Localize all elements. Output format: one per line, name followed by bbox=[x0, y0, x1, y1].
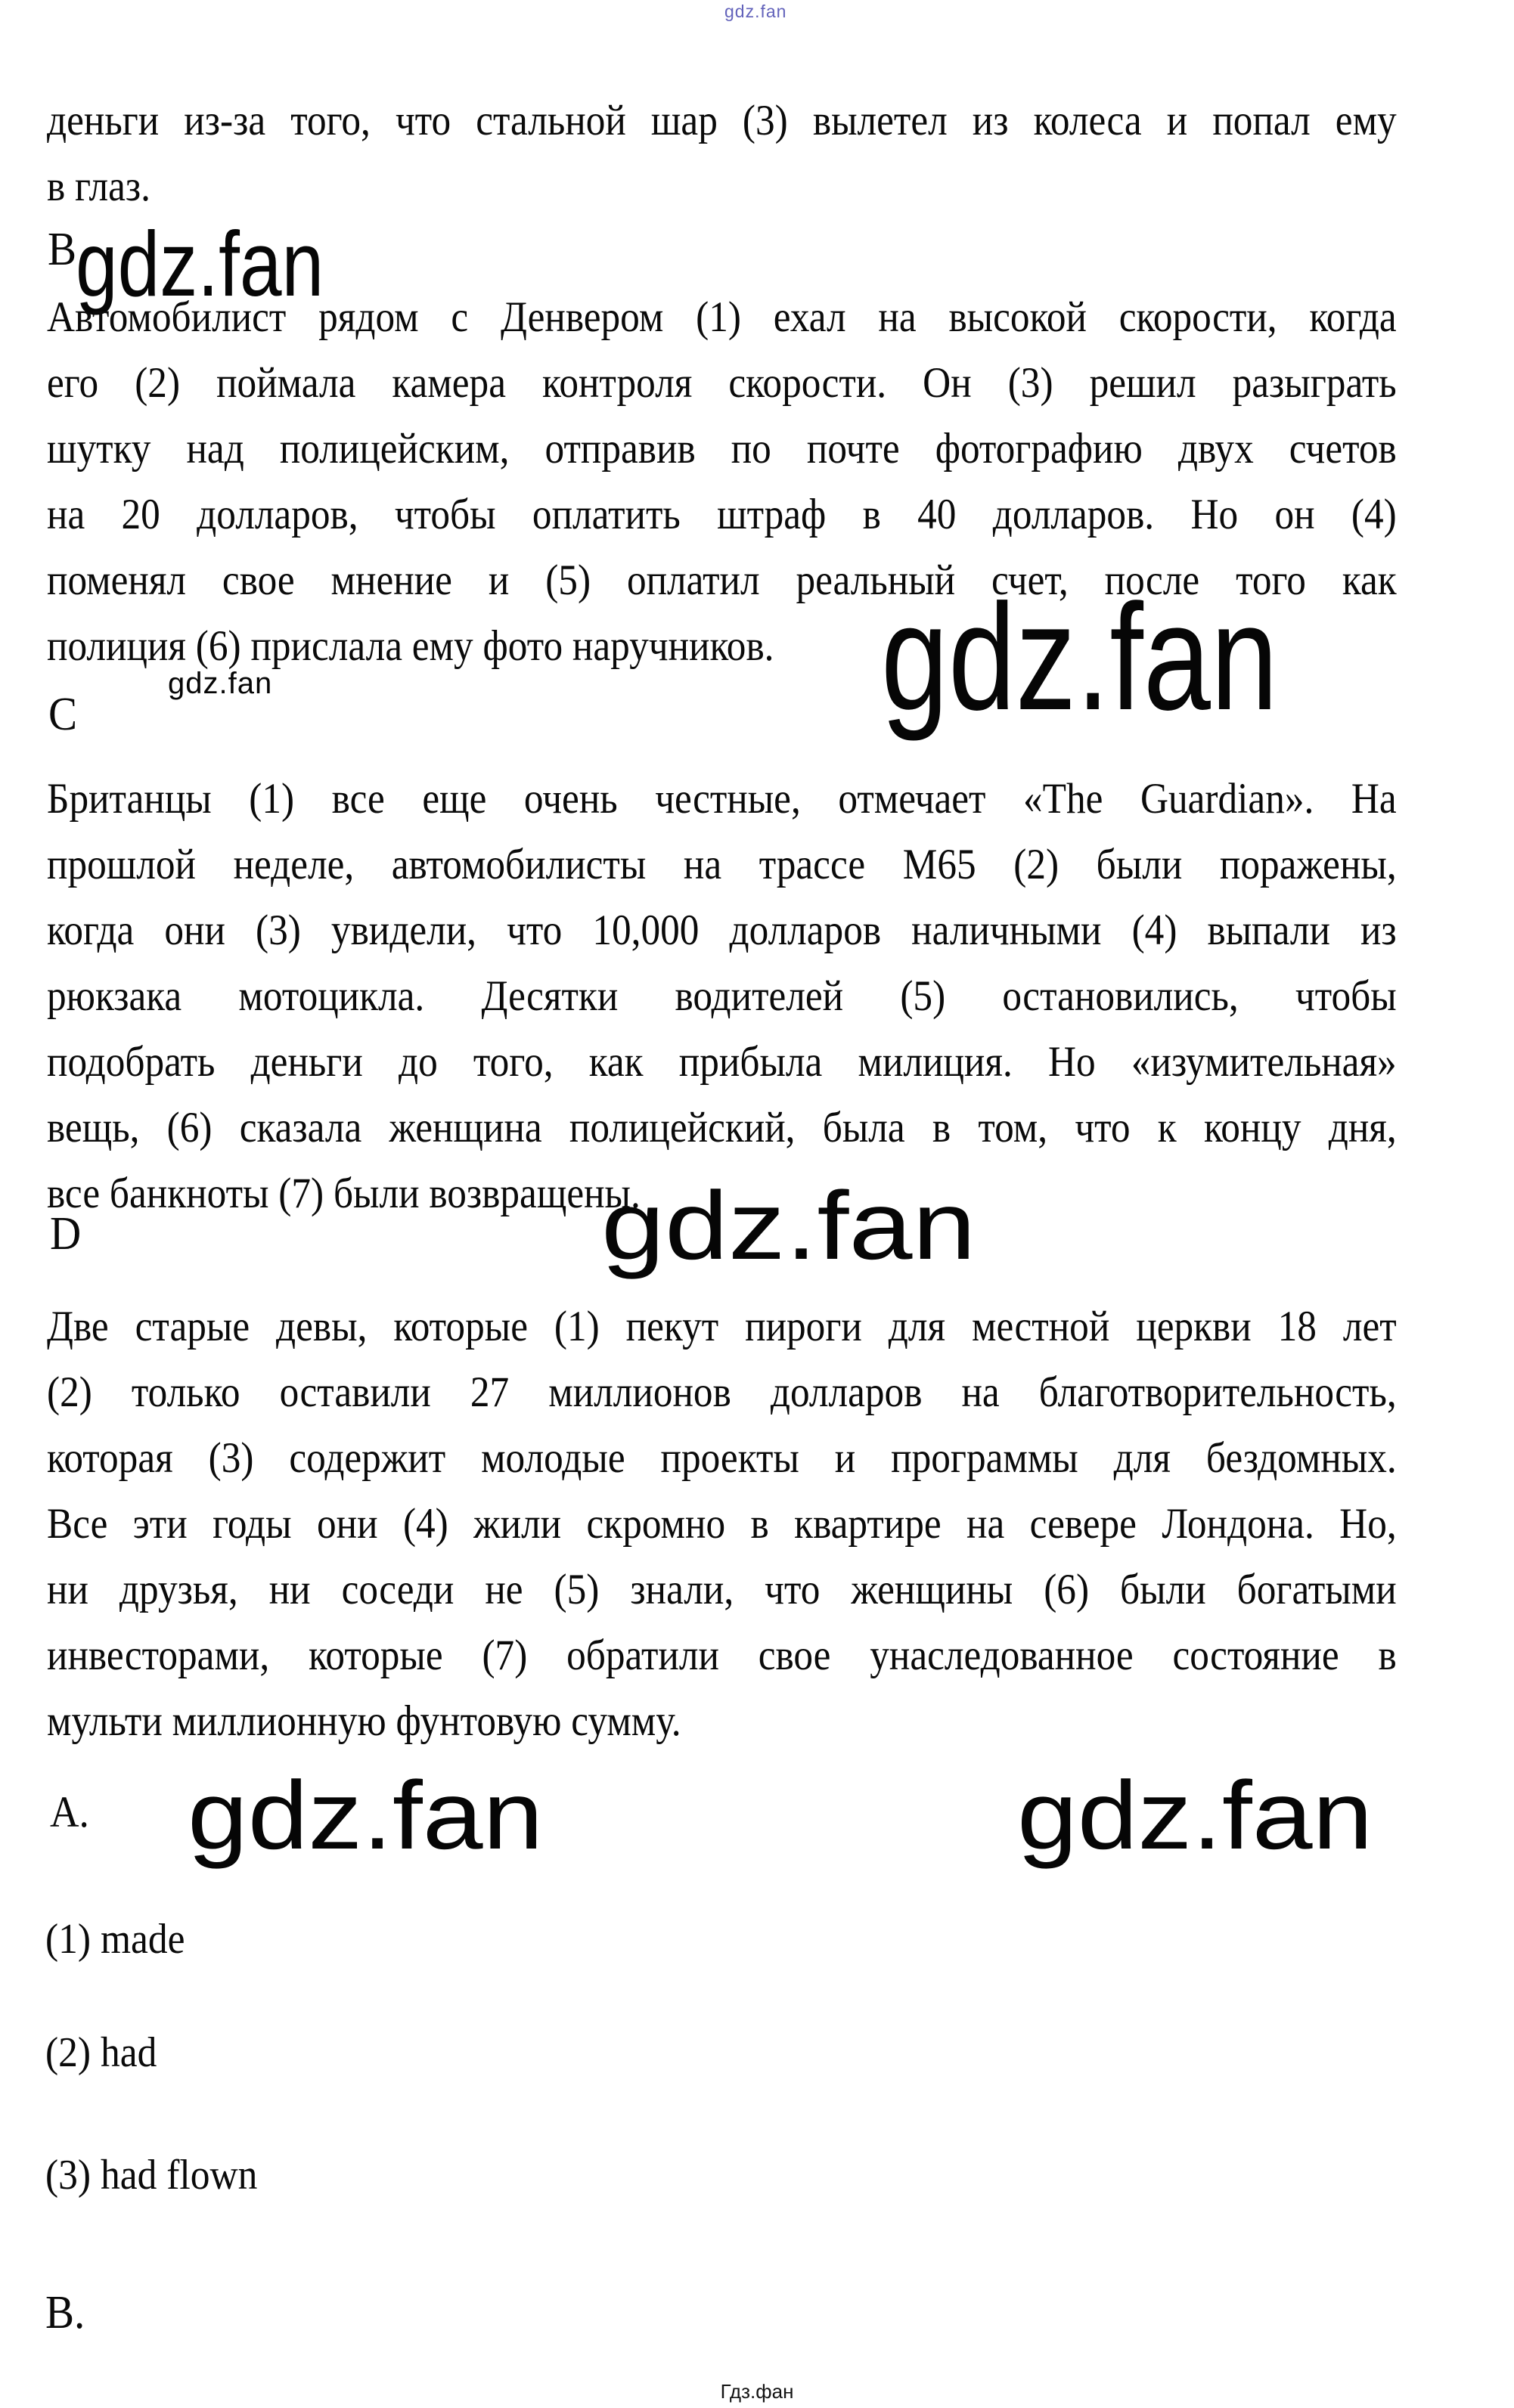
answer-item-2: (2) had bbox=[45, 2029, 157, 2076]
answer-item-1: (1) made bbox=[45, 1916, 185, 1963]
text-line: полиция (6) прислала ему фото наручников. bbox=[47, 622, 774, 670]
answers-a-label: A. bbox=[50, 1787, 89, 1836]
answer-item-3: (3) had flown bbox=[45, 2152, 258, 2199]
text-line: Две старые девы, которые (1) пекут пироги для местной церкви 18 лет bbox=[47, 1303, 1397, 1350]
text-line: рюкзака мотоцикла. Десятки водителей (5) остановились, чтобы bbox=[47, 972, 1397, 1020]
watermark-gdzfan-medium: gdz.fan bbox=[76, 212, 324, 315]
watermark-gdzfan-small: gdz.fan bbox=[168, 667, 273, 700]
text-line: мульти миллионную фунтовую сумму. bbox=[47, 1697, 681, 1745]
text-line: на 20 долларов, чтобы оплатить штраф в 40 долларов. Но он (4) bbox=[47, 491, 1397, 538]
text-line: Автомобилист рядом с Денвером (1) ехал на высокой скорости, когда bbox=[47, 293, 1397, 341]
watermark-gdzfan-answers-right: gdz.fan bbox=[1017, 1762, 1373, 1870]
text-line: подобрать деньги до того, как прибыла милиция. Но «изумительная» bbox=[47, 1038, 1397, 1086]
text-line: деньги из-за того, что стальной шар (3) вылетел из колеса и попал ему bbox=[47, 97, 1397, 144]
text-line: поменял свое мнение и (5) оплатил реальный счет, после того как bbox=[47, 556, 1397, 604]
text-line: когда они (3) увидели, что 10,000 долларов наличными (4) выпали из bbox=[47, 906, 1397, 954]
text-line: инвесторами, которые (7) обратили свое унаследованное состояние в bbox=[47, 1632, 1397, 1679]
text-line: (2) только оставили 27 миллионов долларов на благотворительность, bbox=[47, 1368, 1397, 1416]
text-line: все банкноты (7) были возвращены. bbox=[47, 1170, 641, 1217]
answers-b-label: B. bbox=[45, 2287, 85, 2338]
paragraph-b bbox=[47, 284, 1397, 679]
watermark-gdzfan-center: gdz.fan bbox=[601, 1172, 976, 1280]
paragraph-a-continuation bbox=[47, 88, 1397, 219]
watermark-gdzfan-answers-left: gdz.fan bbox=[188, 1762, 544, 1870]
section-b-label: B bbox=[48, 224, 77, 275]
text-line: Британцы (1) все еще очень честные, отмечает «The Guardian». На bbox=[47, 775, 1397, 823]
paragraph-d bbox=[47, 1294, 1397, 1754]
section-c-label: C bbox=[48, 689, 78, 740]
text-line: в глаз. bbox=[47, 163, 150, 210]
section-d-label: D bbox=[50, 1208, 82, 1260]
text-line: его (2) поймала камера контроля скорости. Он (3) решил разыграть bbox=[47, 359, 1397, 407]
watermark-gdzfan-large: gdz.fan bbox=[881, 573, 1278, 742]
text-line: ни друзья, ни соседи не (5) знали, что женщины (6) были богатыми bbox=[47, 1566, 1397, 1613]
text-line: шутку над полицейским, отправив по почте фотографию двух счетов bbox=[47, 425, 1397, 473]
text-line: прошлой неделе, автомобилисты на трассе М65 (2) были поражены, bbox=[47, 841, 1397, 888]
text-line: Все эти годы они (4) жили скромно в квартире на севере Лондона. Но, bbox=[47, 1500, 1397, 1548]
site-footer-label: Гдз.фан bbox=[720, 2380, 794, 2403]
text-line: которая (3) содержит молодые проекты и программы для бездомных. bbox=[47, 1434, 1397, 1482]
paragraph-c bbox=[47, 766, 1397, 1226]
text-line: вещь, (6) сказала женщина полицейский, была в том, что к концу дня, bbox=[47, 1104, 1397, 1151]
watermark-gdzfan-top: gdz.fan bbox=[724, 2, 787, 21]
